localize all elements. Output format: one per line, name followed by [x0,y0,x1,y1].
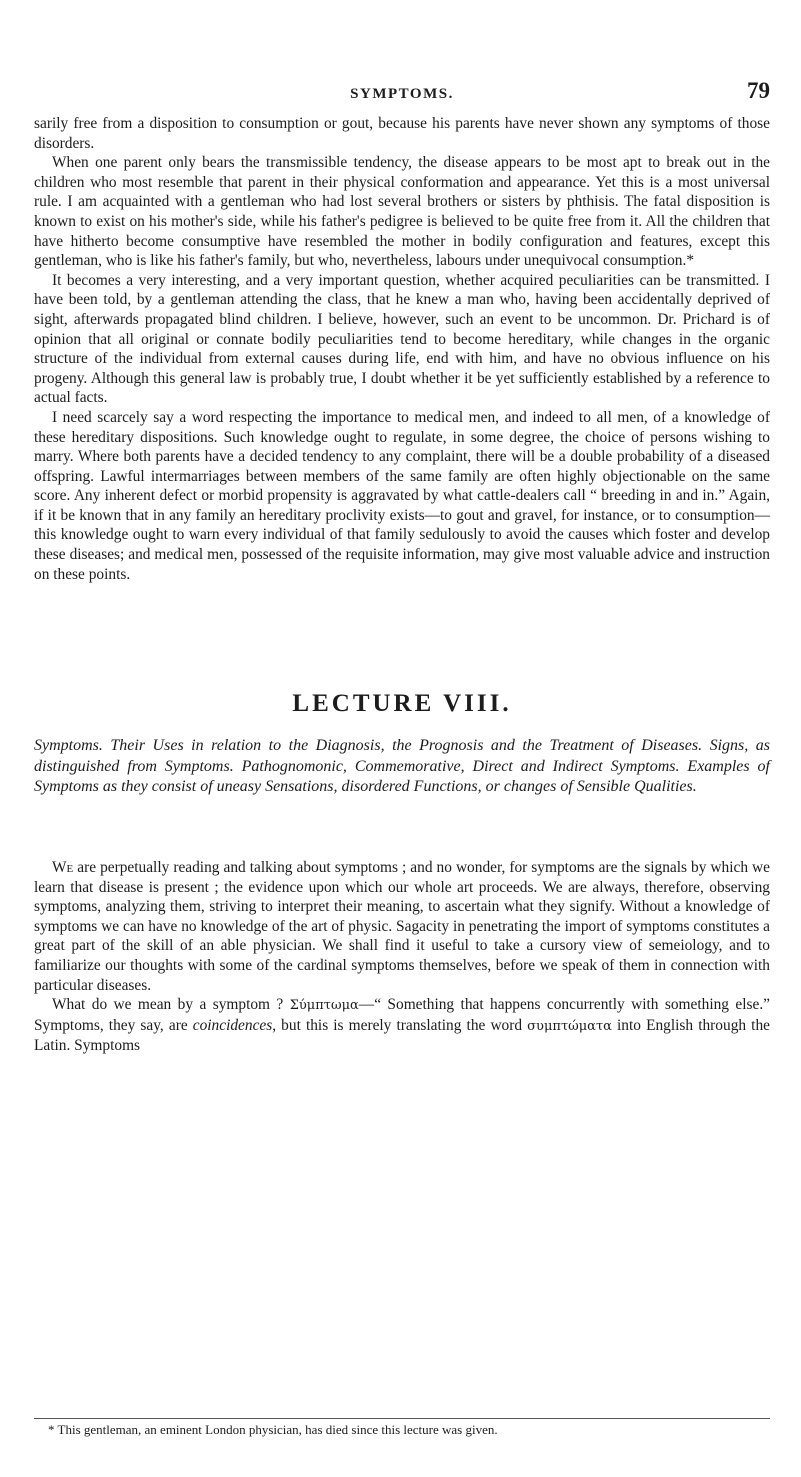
paragraph: It becomes a very interesting, and a very important question, whether acquired peculiarities can be transmitted. I have been told, by a gentleman attending the class, that he knew a man who, having been accidentally deprived of sight, afterwards propagated blind children. I believe, however, such an event to be uncommon. Dr. Prichard is of opinion that all original or connate bodily peculiarities tend to become hereditary, while changes in the organic structure of the individual from external causes during life, end with him, and have no obvious influence on his progeny. Although this general law is probably true, I doubt whether it be yet sufficiently established by a reference to actual facts. [34,271,770,407]
drop-word: We [52,859,74,876]
lecture-body [34,858,770,1056]
greek-word: Σύμπτωμα [289,998,359,1014]
paragraph [34,858,770,995]
paragraph-text: into English through the Latin. Symptoms [34,1016,770,1055]
paragraph-text: What do we mean by a symptom ? [52,996,290,1014]
footnote: * This gentleman, an eminent London physician, has died since this lecture was given. [48,1422,498,1437]
paragraph [34,995,770,1056]
footnote-divider [34,1418,770,1419]
lecture-synopsis: Symptoms. Their Uses in relation to the Diagnosis, the Prognosis and the Treatment of Diseases. Signs, as distinguished from Symptoms. Pathognomonic, Commemorative, Direct and Indirect Symptoms. Examples of Symptoms as they consist of uneasy Sensations, disordered Functions, or changes of Sensible Qualities. [34,737,770,795]
paragraph: I need scarcely say a word respecting the importance to medical men, and indeed to all men, of a knowledge of these hereditary dispositions. Such knowledge ought to regulate, in some degree, the choice of persons wishing to marry. Where both parents have a decided tendency to any complaint, there will be a double probability of a diseased offspring. Lawful intermarriages between members of the same family are often highly objectionable on the same score. Any inherent defect or morbid propensity is aggravated by what cattle-dealers call “ breeding in and in.” Again, if it be known that in any family an hereditary proclivity exists—to gout and gravel, for instance, or to consumption—this knowledge ought to warn every individual of that family sedulously to avoid the causes which foster and develop these diseases; and medical men, possessed of the requisite information, may give most valuable advice and instruction on these points. [34,408,770,583]
body-text [34,114,770,584]
paragraph: When one parent only bears the transmissible tendency, the disease appears to be most apt to break out in the children who most resemble that parent in their physical conformation and appearance. Yet this is a most universal rule. I am acquainted with a gentleman who had lost several brothers or sisters by phthisis. The fatal disposition is known to exist on his mother's side, while his father's pedigree is believed to be quite free from it. All the children that have hitherto become consumptive have resembled the mother in bodily configuration and features, except this gentleman, who is like his father's family, but who, nevertheless, labours under unequivocal consumption.* [34,154,770,270]
page-number: 79 [747,78,770,103]
paragraph: sarily free from a disposition to consumption or gout, because his parents have never shown any symptoms of those disorders. [34,115,770,152]
paragraph-text: are perpetually reading and talking about symptoms ; and no wonder, for symptoms are the signals by which we learn that disease is present ; the evidence upon which our whole art proceeds. We are always, therefore, observing symptoms, analyzing them, striving to interpret their meaning, to ascertain what they signify. Without a knowledge of symptoms we can have no knowledge of the art of physic. Sagacity in penetrating the import of symptoms constitutes a great part of the skill of an able physician. We shall find it useful to take a cursory view of semeiology, and to familiarize our thoughts with some of the cardinal symptoms themselves, before we speak of them in connection with particular diseases. [34,859,770,994]
running-head [34,78,770,104]
paragraph-text: —“ Something that happens concurrently with something else.” Symptoms, they say, are [34,996,771,1034]
running-title: SYMPTOMS. [350,86,454,102]
paragraph-text: , but this is merely translating the word [272,1016,528,1034]
greek-word: συμπτώματα [527,1018,612,1034]
italic-word: coincidences [192,1016,273,1034]
lecture-heading: LECTURE VIII. [292,690,512,717]
